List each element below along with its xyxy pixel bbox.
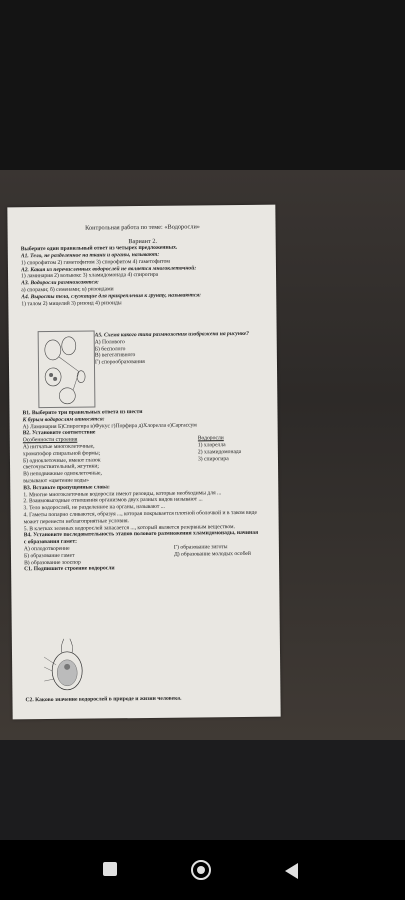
- b2-left-item: А) нитчатые многоклеточные,: [22, 443, 95, 451]
- b1-answers: А) Ламинария Б)Спирогира в)Фукус г)Порфира д)Хлорелла е)Саргассум: [22, 422, 197, 430]
- a4-answers: 1) талом 2) мицелий 3) ризоид 4) ризоиды: [21, 299, 122, 307]
- b2-left-item: хроматофор спиральной формы;: [22, 450, 101, 458]
- c2-question: С2. Каково значение водорослей в природе и жизни человека.: [25, 695, 182, 704]
- a5-block: [95, 331, 265, 367]
- b1-question: В1. Выберите три правильных ответа из шести: [22, 409, 143, 417]
- reproduction-diagram: [38, 331, 96, 409]
- a5-opt: А) Полового: [94, 338, 125, 346]
- a5-opt: Г) спорообразования: [94, 359, 145, 366]
- a4-question: А4. Выросты тела, служащие для прикрепления к грунту, называются:: [21, 292, 202, 301]
- b3-question: В3. Вставьте пропущенные слова:: [23, 484, 110, 492]
- b4-right-col: [174, 544, 251, 558]
- doc-title: Контрольная работа по теме: «Водоросли»: [85, 223, 200, 232]
- b2-right-item: 3) спирогира: [197, 455, 229, 463]
- a2-answers: 1) ламинария 2) вольвокс 3) хламидомонада 4) спирогира: [21, 272, 159, 280]
- b2-left-item: В) неподвижные одноклеточные,: [23, 470, 102, 478]
- a5-opt: В) вегетативного: [94, 352, 136, 359]
- b3-item: 1. Многие многоклеточные водоросли имеют ризоиды, которые необходимы для ...: [23, 489, 222, 498]
- b3-item: 3. Тело водорослей, не разделенное на органы, называют ...: [23, 503, 165, 512]
- a5-opt: Б) бесполого: [94, 345, 126, 353]
- status-area: [0, 0, 405, 180]
- home-dot-icon: [197, 866, 205, 874]
- b2-left-item: светочувствительный, жгутики;: [23, 463, 99, 471]
- a1-answers: 1) спорофитом 2) гаметофитом 3) спорофитом 4) гаметофитом: [20, 258, 170, 267]
- b2-left-header: Особенности строения: [22, 436, 78, 444]
- doc-variant: Вариант 2.: [128, 237, 158, 245]
- b1-sub: К бурым водорослям относятся:: [22, 416, 105, 424]
- cell-diagram-icon: [39, 332, 95, 408]
- b3-item: 4. Гаметы попарно сливаются, образуя ..., которая покрывается плотной оболочкой и в таком виде: [23, 509, 258, 519]
- recents-button[interactable]: [103, 862, 117, 876]
- b3-item: 5. В клетках зеленых водорослей запасается ..., который является резервным веществом.: [23, 523, 236, 532]
- b2-right-item: 2) хламидомонада: [197, 448, 242, 456]
- b4-left-item: А) оплодотворение: [23, 545, 70, 553]
- a1-question: А1. Тело, не разделенное на ткани и органы, называют:: [20, 251, 160, 260]
- b4-question-cont: с образования гамет:: [23, 538, 78, 546]
- part-a-heading: Выберите один правильный ответ из четырех предложенных.: [20, 244, 178, 253]
- b2-right-col: [198, 435, 242, 463]
- document-page: [7, 205, 280, 720]
- back-button[interactable]: [285, 863, 298, 879]
- b2-right-item: 1) хлорелла: [197, 442, 226, 449]
- algae-structure-diagram: [42, 637, 93, 696]
- home-button[interactable]: [191, 860, 211, 880]
- b2-left-item: Б) одноклеточные, имеют глазок: [22, 457, 101, 464]
- c1-question: С1. Подпишите строение водоросли: [24, 565, 115, 573]
- b2-left-item: вызывают «цветение воды»: [23, 477, 89, 485]
- b4-question: В4. Установите последовательность этапов полового размножения хламидомонады, начиная: [23, 530, 259, 539]
- b3-item: 2. Взаимовыгодные отношения организмов двух разных видов называют ...: [23, 496, 203, 505]
- b4-left-item: Б) образование гамет: [23, 552, 75, 559]
- chlamydomonas-icon: [42, 637, 93, 696]
- a5-question: А5. Схема какого типа размножения изображена на рисунке?: [94, 330, 249, 339]
- a3-question: А3. Водоросли размножаются:: [21, 279, 99, 287]
- b2-question: В2. Установите соответствие: [22, 429, 96, 437]
- b2-right-header: Водоросли: [197, 435, 224, 442]
- b4-left-item: В) образование зооспор: [24, 559, 81, 566]
- b3-item: может перенести неблагоприятные условия.: [23, 517, 129, 526]
- part-b-block: [22, 408, 274, 574]
- b4-right-item: Д) образование молодых особей: [173, 550, 251, 558]
- b4-right-item: Г) образование зиготы: [173, 544, 228, 551]
- a2-question: А2. Какая из перечисленных водорослей не является многоклеточной:: [20, 265, 197, 273]
- a3-answers: а) спорами; б) семенами; в) ризоидами: [21, 286, 114, 294]
